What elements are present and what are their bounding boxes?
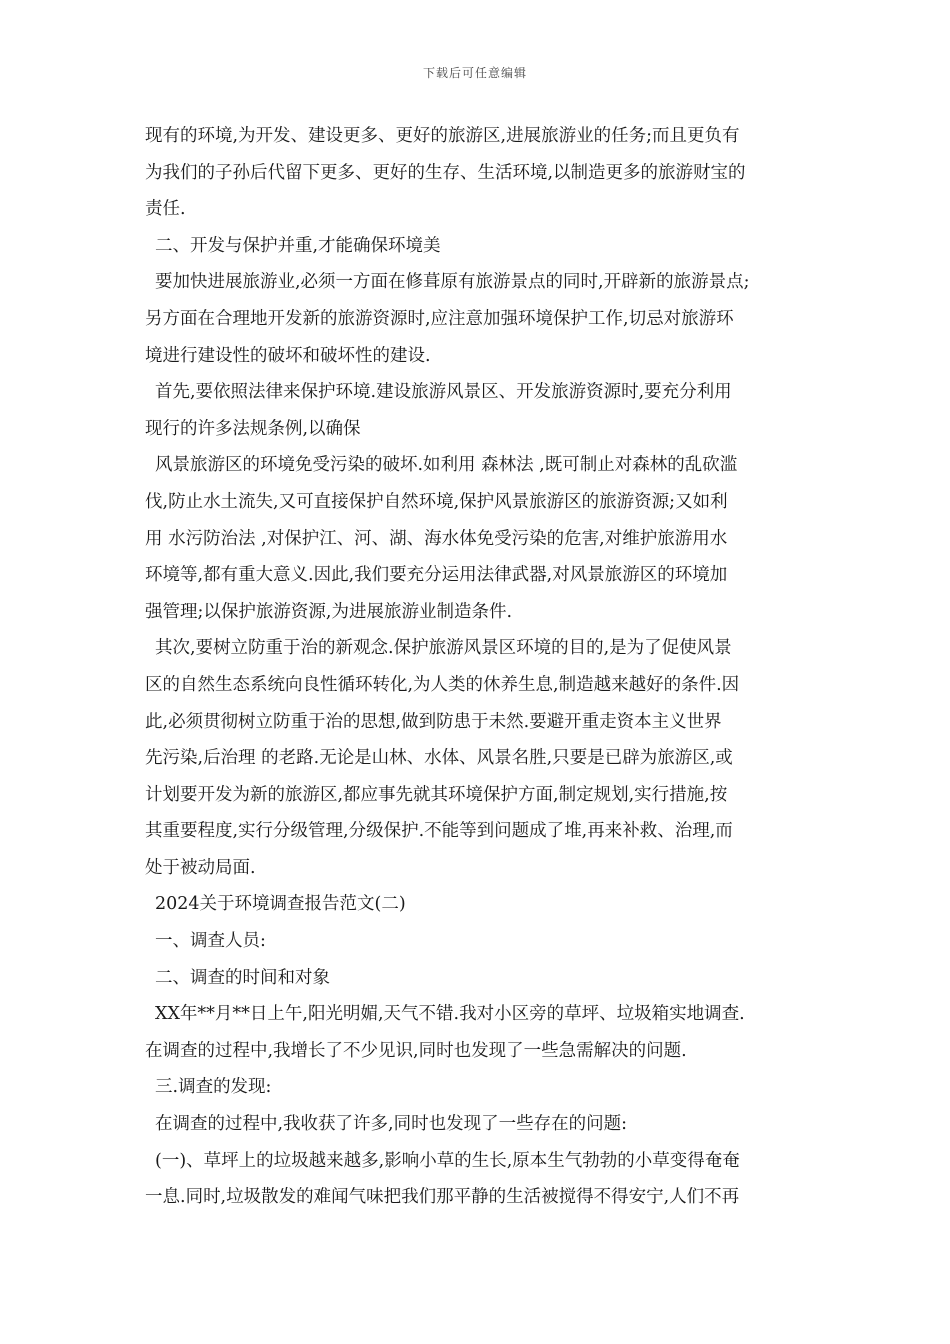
text-line: 在调查的过程中,我收获了许多,同时也发现了一些存在的问题:: [155, 1114, 628, 1135]
text-line: 另方面在合理地开发新的旅游资源时,应注意加强环境保护工作,切忌对旅游环: [145, 308, 734, 329]
text-line: 二、调查的时间和对象: [155, 967, 330, 988]
text-line: 处于被动局面.: [145, 857, 256, 878]
text-line: 先污染,后治理 的老路.无论是山林、水体、风景名胜,只要是已辟为旅游区,或: [145, 748, 733, 769]
text-line: 此,必须贯彻树立防重于治的思想,做到防患于未然.要避开重走资本主义世界: [145, 711, 722, 732]
text-line: 用 水污防治法 ,对保护江、河、湖、海水体免受污染的危害,对维护旅游用水: [145, 528, 728, 549]
text-line: 三.调查的发现:: [155, 1077, 272, 1098]
text-line: (一)、草坪上的垃圾越来越多,影响小草的生长,原本生气勃勃的小草变得奄奄: [155, 1150, 740, 1171]
text-line: 其重要程度,实行分级管理,分级保护.不能等到问题成了堆,再来补救、治理,而: [145, 821, 733, 842]
text-line: 一、调查人员:: [155, 931, 266, 952]
text-line: 现有的环境,为开发、建设更多、更好的旅游区,进展旅游业的任务;而且更负有: [145, 126, 740, 146]
text-line: 在调查的过程中,我增长了不少见识,同时也发现了一些急需解决的问题.: [145, 1040, 687, 1061]
text-line: 区的自然生态系统向良性循环转化,为人类的休养生息,制造越来越好的条件.因: [145, 674, 740, 695]
text-line: 其次,要树立防重于治的新观念.保护旅游风景区环境的目的,是为了促使风景: [155, 638, 732, 659]
text-line: 伐,防止水土流失,又可直接保护自然环境,保护风景旅游区的旅游资源;又如利: [145, 491, 728, 512]
text-line: 境进行建设性的破坏和破坏性的建设.: [145, 345, 431, 366]
text-line: 环境等,都有重大意义.因此,我们要充分运用法律武器,对风景旅游区的环境加: [145, 565, 728, 586]
text-line: 2024关于环境调查报告范文(二): [155, 894, 406, 915]
text-line: 一息.同时,垃圾散发的难闻气味把我们那平静的生活被搅得不得安宁,人们不再: [145, 1187, 740, 1208]
text-line: 计划要开发为新的旅游区,都应事先就其环境保护方面,制定规划,实行措施,按: [145, 784, 728, 805]
text-line: 现行的许多法规条例,以确保: [145, 418, 361, 439]
text-line: 为我们的子孙后代留下更多、更好的生存、生活环境,以制造更多的旅游财宝的: [145, 162, 746, 183]
text-line: 二、开发与保护并重,才能确保环境美: [155, 235, 441, 256]
text-line: 强管理;以保护旅游资源,为进展旅游业制造条件.: [145, 601, 513, 622]
page-header: 下载后可任意编辑: [422, 66, 527, 80]
text-line: 首先,要依照法律来保护环境.建设旅游风景区、开发旅游资源时,要充分利用: [155, 382, 732, 403]
text-line: 要加快进展旅游业,必须一方面在修葺原有旅游景点的同时,开辟新的旅游景点;: [155, 272, 750, 293]
text-line: XX年**月**日上午,阳光明媚,天气不错.我对小区旁的草坪、垃圾箱实地调查.: [155, 1004, 745, 1025]
text-line: 责任.: [145, 199, 186, 220]
text-line: 风景旅游区的环境免受污染的破坏.如利用 森林法 ,既可制止对森林的乱砍滥: [155, 455, 738, 476]
document-body: [145, 118, 810, 1216]
